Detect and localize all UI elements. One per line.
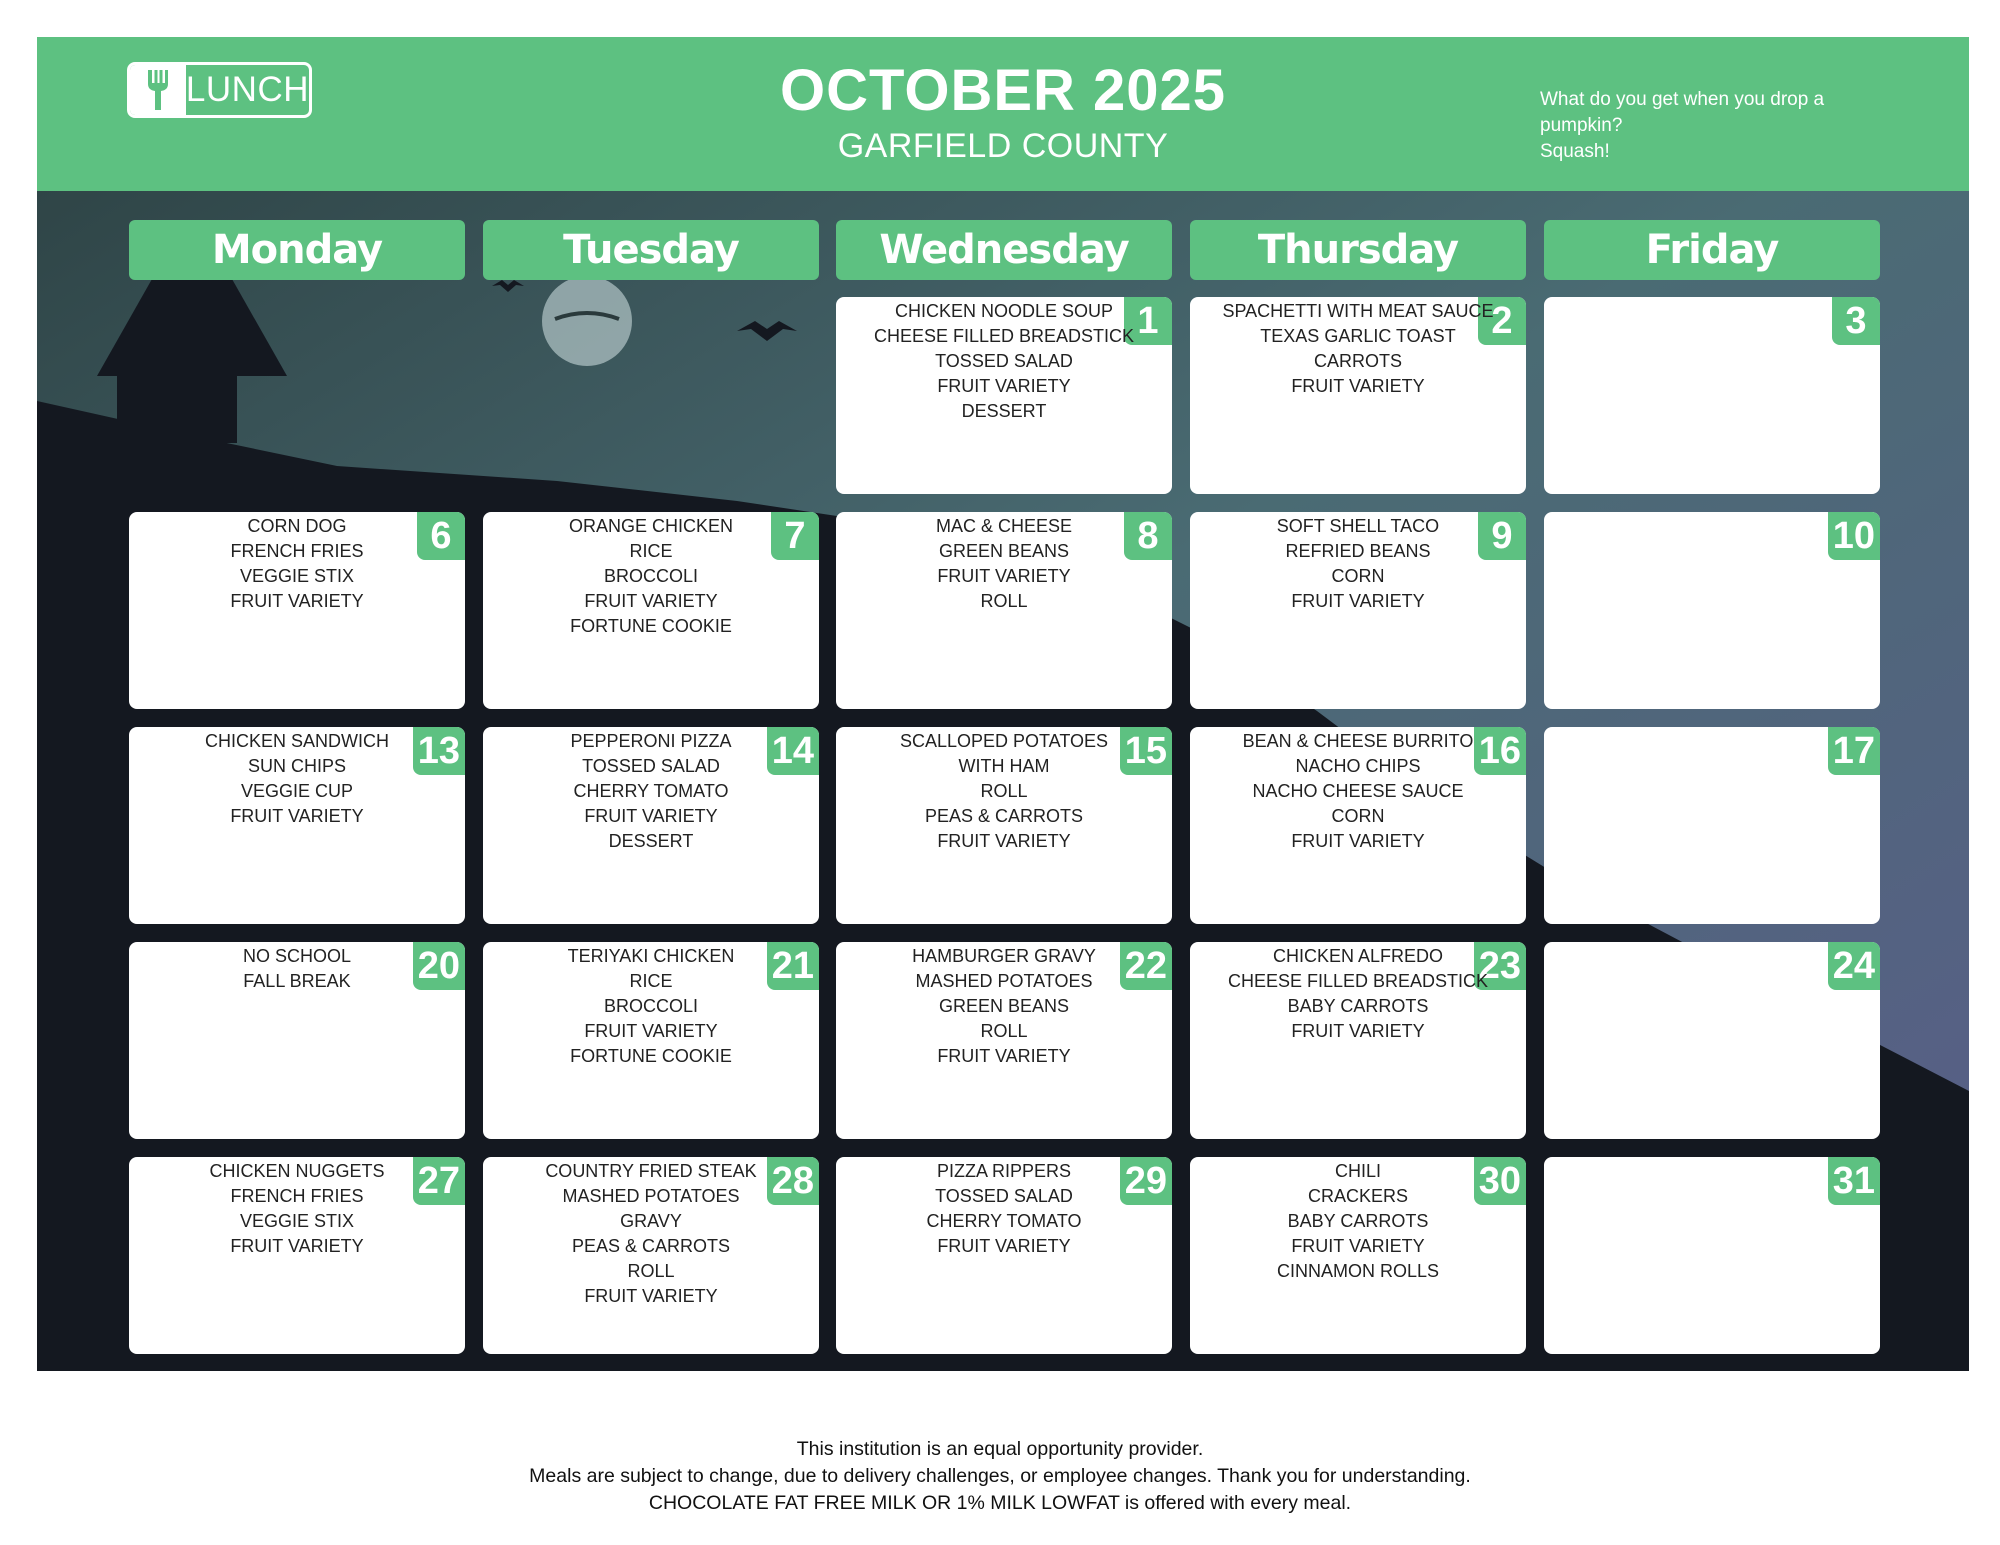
day-header-tuesday: Tuesday [483, 220, 819, 280]
day-number: 1 [1124, 297, 1172, 345]
menu-item: CORN DOG [247, 516, 347, 536]
day-header-wednesday: Wednesday [836, 220, 1172, 280]
menu-item: BROCCOLI [603, 996, 699, 1016]
menu-item: VEGGIE CUP [240, 781, 354, 801]
menu-item: REFRIED BEANS [1285, 541, 1431, 561]
menu-list [836, 944, 1172, 1069]
joke-line: Squash! [1540, 141, 1610, 162]
menu-item: CINNAMON ROLLS [1276, 1261, 1440, 1281]
page-subtitle: GARFIELD COUNTY [837, 127, 1169, 165]
menu-item: FRENCH FRIES [230, 1186, 364, 1206]
menu-item: DESSERT [961, 401, 1047, 421]
menu-list [483, 729, 819, 854]
menu-item: SCALLOPED POTATOES [899, 731, 1109, 751]
menu-item: COUNTRY FRIED STEAK [545, 1161, 757, 1181]
day-number: 20 [413, 942, 465, 990]
menu-item: FRUIT VARIETY [937, 566, 1071, 586]
day-number: 7 [771, 512, 819, 560]
calendar-day-cell [1190, 1157, 1526, 1354]
menu-item: CARROTS [1313, 351, 1402, 371]
day-header-thursday: Thursday [1190, 220, 1526, 280]
menu-item: DESSERT [608, 831, 694, 851]
calendar-day-cell [483, 942, 819, 1139]
calendar-day-cell [483, 727, 819, 924]
calendar-day-cell [1544, 1157, 1880, 1354]
calendar-day-cell [129, 942, 465, 1139]
menu-item: SOFT SHELL TACO [1276, 516, 1440, 536]
menu-list [483, 944, 819, 1069]
day-header-monday: Monday [129, 220, 465, 280]
menu-item: ROLL [980, 781, 1028, 801]
menu-item: SUN CHIPS [247, 756, 346, 776]
calendar-day-cell [1544, 942, 1880, 1139]
menu-poster [37, 37, 1969, 1371]
menu-item: ROLL [627, 1261, 675, 1281]
menu-item: FALL BREAK [243, 971, 351, 991]
menu-item: MASHED POTATOES [562, 1186, 740, 1206]
menu-item: FRUIT VARIETY [937, 376, 1071, 396]
footer-line: CHOCOLATE FAT FREE MILK OR 1% MILK LOWFAT is offered with every meal. [648, 1492, 1352, 1514]
day-number: 13 [413, 727, 465, 775]
menu-item: CORN [1331, 806, 1385, 826]
calendar-day-cell [1190, 942, 1526, 1139]
day-number: 14 [767, 727, 819, 775]
day-number: 31 [1828, 1157, 1880, 1205]
menu-list [1190, 1159, 1526, 1284]
calendar-day-cell [836, 727, 1172, 924]
menu-list [129, 729, 465, 829]
menu-item: VEGGIE STIX [239, 1211, 355, 1231]
menu-item: PEAS & CARROTS [571, 1236, 731, 1256]
menu-item: CHICKEN SANDWICH [204, 731, 389, 751]
day-number: 28 [767, 1157, 819, 1205]
menu-item: GREEN BEANS [938, 996, 1070, 1016]
day-number: 9 [1478, 512, 1526, 560]
menu-item: BROCCOLI [603, 566, 699, 586]
menu-item: PEAS & CARROTS [924, 806, 1084, 826]
footer-line: This institution is an equal opportunity provider. [796, 1438, 1204, 1460]
logo-label: LUNCH [185, 70, 309, 109]
menu-item: NACHO CHIPS [1295, 756, 1421, 776]
footer-line: Meals are subject to change, due to delivery challenges, or employee changes. Thank you for understanding. [529, 1465, 1471, 1487]
menu-list [836, 514, 1172, 614]
menu-item: CHERRY TOMATO [926, 1211, 1082, 1231]
menu-list [1190, 514, 1526, 614]
menu-item: FRUIT VARIETY [1291, 1236, 1425, 1256]
day-number: 24 [1828, 942, 1880, 990]
menu-item: FRUIT VARIETY [1291, 591, 1425, 611]
menu-item: BABY CARROTS [1287, 996, 1429, 1016]
calendar-day-cell [1544, 297, 1880, 494]
menu-item: MASHED POTATOES [915, 971, 1093, 991]
menu-item: FRUIT VARIETY [230, 806, 364, 826]
menu-item: BABY CARROTS [1287, 1211, 1429, 1231]
menu-item: HAMBURGER GRAVY [912, 946, 1096, 966]
menu-item: TEXAS GARLIC TOAST [1260, 326, 1456, 346]
menu-item: TERIYAKI CHICKEN [567, 946, 735, 966]
calendar-day-cell [129, 512, 465, 709]
day-number: 21 [767, 942, 819, 990]
menu-item: CRACKERS [1307, 1186, 1409, 1206]
calendar-day-cell [483, 1157, 819, 1354]
menu-item: CHICKEN NUGGETS [209, 1161, 385, 1181]
joke-text [1540, 87, 1900, 165]
menu-item: FRUIT VARIETY [584, 806, 718, 826]
menu-item: CHERRY TOMATO [573, 781, 729, 801]
menu-list [129, 944, 465, 994]
menu-item: FRUIT VARIETY [937, 1236, 1071, 1256]
menu-list [129, 1159, 465, 1259]
menu-item: FRUIT VARIETY [584, 591, 718, 611]
header-banner [37, 37, 1969, 191]
menu-item: BEAN & CHEESE BURRITO [1242, 731, 1474, 751]
menu-item: RICE [629, 541, 673, 561]
menu-item: PEPPERONI PIZZA [570, 731, 732, 751]
menu-item: SPACHETTI WITH MEAT SAUCE [1222, 301, 1494, 321]
menu-item: FORTUNE COOKIE [570, 616, 732, 636]
menu-item: FRUIT VARIETY [230, 1236, 364, 1256]
calendar-day-cell [1544, 512, 1880, 709]
day-number: 22 [1120, 942, 1172, 990]
menu-item: GREEN BEANS [938, 541, 1070, 561]
menu-list [836, 1159, 1172, 1259]
menu-list [1190, 299, 1526, 399]
day-number: 6 [417, 512, 465, 560]
menu-item: ROLL [980, 591, 1028, 611]
footer-notes [0, 1436, 2000, 1517]
menu-item: CHILI [1334, 1161, 1381, 1181]
day-header-friday: Friday [1544, 220, 1880, 280]
day-number: 15 [1120, 727, 1172, 775]
menu-item: FORTUNE COOKIE [570, 1046, 732, 1066]
menu-item: CHICKEN NOODLE SOUP [894, 301, 1114, 321]
calendar-day-cell [1190, 512, 1526, 709]
menu-item: FRUIT VARIETY [1291, 831, 1425, 851]
menu-list [836, 729, 1172, 854]
menu-list [483, 1159, 819, 1309]
calendar-day-cell [836, 942, 1172, 1139]
menu-item: TOSSED SALAD [935, 1186, 1073, 1206]
day-number: 10 [1828, 512, 1880, 560]
menu-item: CHEESE FILLED BREADSTICK [873, 326, 1135, 346]
menu-item: FRUIT VARIETY [1291, 1021, 1425, 1041]
menu-item: NO SCHOOL [242, 946, 352, 966]
joke-line: pumpkin? [1540, 115, 1623, 136]
day-number: 30 [1474, 1157, 1526, 1205]
menu-item: PIZZA RIPPERS [936, 1161, 1072, 1181]
menu-item: GRAVY [620, 1211, 682, 1231]
calendar-day-cell [129, 727, 465, 924]
menu-list [836, 299, 1172, 424]
calendar-day-cell [1544, 727, 1880, 924]
menu-list [483, 514, 819, 639]
menu-item: FRUIT VARIETY [937, 831, 1071, 851]
menu-item: FRUIT VARIETY [584, 1021, 718, 1041]
menu-item: MAC & CHEESE [935, 516, 1073, 536]
menu-item: FRUIT VARIETY [584, 1286, 718, 1306]
menu-item: ORANGE CHICKEN [568, 516, 734, 536]
day-number: 2 [1478, 297, 1526, 345]
page-title: OCTOBER 2025 [779, 58, 1227, 123]
day-number: 3 [1832, 297, 1880, 345]
day-number: 29 [1120, 1157, 1172, 1205]
menu-list [1190, 729, 1526, 854]
menu-item: NACHO CHEESE SAUCE [1252, 781, 1464, 801]
calendar-day-cell [1190, 727, 1526, 924]
menu-item: TOSSED SALAD [582, 756, 720, 776]
menu-list [1190, 944, 1526, 1044]
menu-item: CHEESE FILLED BREADSTICK [1227, 971, 1489, 991]
menu-list [129, 514, 465, 614]
calendar-day-cell [129, 1157, 465, 1354]
menu-item: VEGGIE STIX [239, 566, 355, 586]
calendar-day-cell [836, 512, 1172, 709]
day-number: 16 [1474, 727, 1526, 775]
calendar-day-cell [483, 512, 819, 709]
day-number: 17 [1828, 727, 1880, 775]
day-number: 8 [1124, 512, 1172, 560]
calendar-day-cell [836, 297, 1172, 494]
calendar-day-cell [1190, 297, 1526, 494]
day-number: 23 [1474, 942, 1526, 990]
menu-item: RICE [629, 971, 673, 991]
menu-item: FRUIT VARIETY [230, 591, 364, 611]
menu-item: FRENCH FRIES [230, 541, 364, 561]
menu-item: FRUIT VARIETY [1291, 376, 1425, 396]
menu-item: TOSSED SALAD [935, 351, 1073, 371]
day-number: 27 [413, 1157, 465, 1205]
menu-item: WITH HAM [958, 756, 1050, 776]
joke-line: What do you get when you drop a [1540, 89, 1825, 110]
calendar-day-cell [836, 1157, 1172, 1354]
menu-item: ROLL [980, 1021, 1028, 1041]
menu-item: CORN [1331, 566, 1385, 586]
menu-item: CHICKEN ALFREDO [1272, 946, 1444, 966]
menu-item: FRUIT VARIETY [937, 1046, 1071, 1066]
